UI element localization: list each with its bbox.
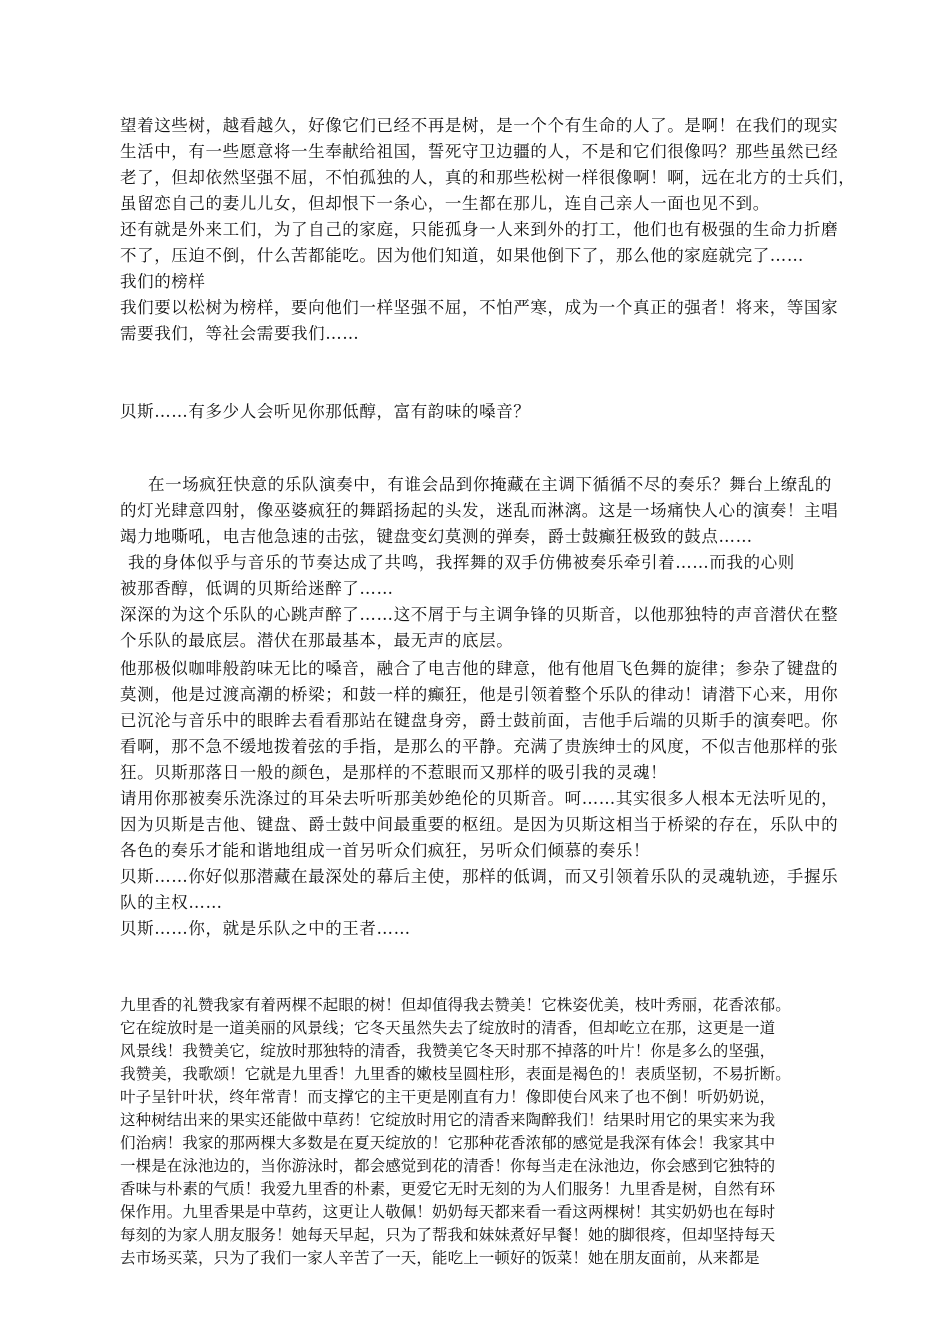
text-line: 莫测，他是过渡高潮的桥梁；和鼓一样的癫狂，他是引领着整个乐队的律动！请潜下心来，用你 — [120, 685, 839, 704]
text-line: 个乐队的最底层。潜伏在那最基本，最无声的底层。 — [120, 631, 514, 650]
text-line: 请用你那被奏乐洗涤过的耳朵去听听那美妙绝伦的贝斯音。呵……其实很多人根本无法听见的， — [120, 789, 839, 808]
text-line: 风景线！我赞美它，绽放时那独特的清香，我赞美它冬天时那不掉落的叶片！你是多么的坚强， — [120, 1042, 776, 1060]
text-line: 看啊，那不急不缓地拨着弦的手指，是那么的平静。充满了贵族绅士的风度，不似吉他那样的张 — [120, 737, 839, 756]
text-line: 保作用。九里香果是中草药，这更让人敬佩！奶奶每天都来看一看这两棵树！其实奶奶也在每时 — [120, 1203, 776, 1221]
text-line: 已沉沦与音乐中的眼眸去看看那站在键盘身旁，爵士鼓前面，吉他手后端的贝斯手的演奏吧。你 — [120, 711, 839, 730]
text-line: 各色的奏乐才能和谐地组成一首另听众们疯狂，另听众们倾慕的奏乐！ — [120, 841, 651, 860]
text-line: 的灯光肆意四射，像巫婆疯狂的舞蹈扬起的头发，迷乱而淋漓。这是一场痛快人心的演奏！主唱 — [120, 501, 839, 520]
text-line: 我们要以松树为榜样，要向他们一样坚强不屈，不怕严寒，成为一个真正的强者！将来，等国家 — [120, 298, 839, 317]
text-line: 我的身体似乎与音乐的节奏达成了共鸣，我挥舞的双手仿佛被奏乐牵引着……而我的心则 — [128, 553, 795, 572]
text-line: 一棵是在泳池边的，当你游泳时，都会感觉到花的清香！你每当走在泳池边，你会感到它独特的 — [120, 1157, 776, 1175]
text-line: 竭力地嘶吼，电吉他急速的击弦，键盘变幻莫测的弹奏，爵士鼓癫狂极致的鼓点…… — [120, 527, 753, 546]
text-line: 被那香醇，低调的贝斯给迷醉了…… — [120, 579, 394, 598]
text-line: 还有就是外来工们，为了自己的家庭，只能孤身一人来到外的打工，他们也有极强的生命力折磨 — [120, 220, 839, 239]
text-line: 深深的为这个乐队的心跳声醉了……这不屑于与主调争锋的贝斯音，以他那独特的声音潜伏在整 — [120, 605, 839, 624]
text-line: 香味与朴素的气质！我爱九里香的朴素，更爱它无时无刻的为人们服务！九里香是树，自然有环 — [120, 1180, 776, 1198]
text-line: 叶子呈针叶状，终年常青！而支撑它的主干更是刚直有力！像即使台风来了也不倒！听奶奶说， — [120, 1088, 776, 1106]
text-line: 它在绽放时是一道美丽的风景线；它冬天虽然失去了绽放时的清香，但却屹立在那，这更是一道 — [120, 1019, 776, 1037]
text-line: 虽留恋自己的妻儿儿女，但却恨下一条心，一生都在那儿，连自己亲人一面也见不到。 — [120, 194, 770, 213]
text-line: 因为贝斯是吉他、键盘、爵士鼓中间最重要的枢纽。是因为贝斯这相当于桥梁的存在，乐队中的 — [120, 815, 839, 834]
text-line: 贝斯……你，就是乐队之中的王者…… — [120, 919, 411, 938]
section-heading: 我们的榜样 — [120, 272, 206, 291]
text-line: 狂。贝斯那落日一般的颜色，是那样的不惹眼而又那样的吸引我的灵魂！ — [120, 763, 668, 782]
text-line: 他那极似咖啡般韵味无比的嗓音，融合了电吉他的肆意，他有他眉飞色舞的旋律；参杂了键盘的 — [120, 659, 839, 678]
text-line: 这种树结出来的果实还能做中草药！它绽放时用它的清香来陶醉我们！结果时用它的果实来为我 — [120, 1111, 776, 1129]
text-line: 望着这些树，越看越久，好像它们已经不再是树，是一个个有生命的人了。是啊！在我们的现实 — [120, 116, 839, 135]
text-line: 贝斯……你好似那潜藏在最深处的幕后主使，那样的低调，而又引领着乐队的灵魂轨迹，手握乐 — [120, 867, 839, 886]
text-line: 老了，但却依然坚强不屈，不怕孤独的人，真的和那些松树一样很像啊！啊，远在北方的士兵们， — [120, 168, 856, 187]
text-line: 不了，压迫不倒，什么苦都能吃。因为他们知道，如果他倒下了，那么他的家庭就完了…… — [120, 246, 804, 265]
text-line: 在一场疯狂快意的乐队演奏中，有谁会品到你掩藏在主调下循循不尽的奏乐？舞台上缭乱的 — [148, 475, 832, 494]
text-line: 生活中，有一些愿意将一生奉献给祖国，誓死守卫边疆的人，不是和它们很像吗？那些虽然已经 — [120, 142, 839, 161]
text-line: 我赞美，我歌颂！它就是九里香！九里香的嫩枝呈圆柱形，表面是褐色的！表质坚韧，不易折断。 — [120, 1065, 791, 1083]
text-line: 们治病！我家的那两棵大多数是在夏天绽放的！它那种花香浓郁的感觉是我深有体会！我家其中 — [120, 1134, 776, 1152]
text-line: 九里香的礼赞我家有着两棵不起眼的树！但却值得我去赞美！它株姿优美，枝叶秀丽，花香浓郁。 — [120, 996, 791, 1014]
text-line: 需要我们，等社会需要我们…… — [120, 324, 360, 343]
section-title: 贝斯……有多少人会听见你那低醇，富有韵味的嗓音？ — [120, 402, 531, 421]
text-line: 队的主权…… — [120, 893, 223, 912]
text-line: 每刻的为家人朋友服务！她每天早起，只为了帮我和妹妹煮好早餐！她的脚很疼，但却坚持每天 — [120, 1226, 776, 1244]
text-line: 去市场买菜，只为了我们一家人辛苦了一天，能吃上一顿好的饭菜！她在朋友面前，从来都是 — [120, 1249, 760, 1267]
